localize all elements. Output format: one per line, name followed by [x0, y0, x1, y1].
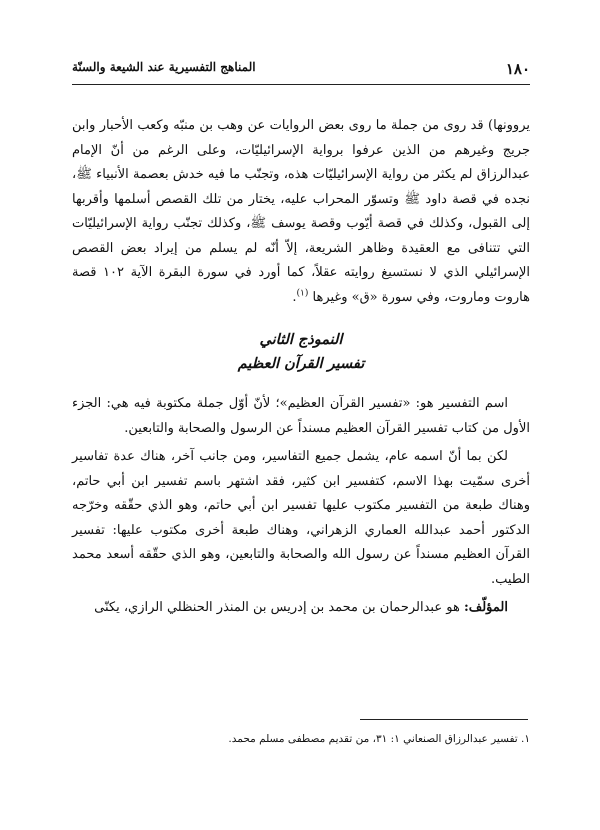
page-number: ١٨٠: [505, 60, 530, 78]
footnote-reference: (١): [296, 288, 309, 299]
paragraph-author: [72, 596, 530, 621]
page-body: [72, 114, 530, 621]
footnote-divider: [360, 719, 528, 720]
paragraph-3: لكن بما أنّ اسمه عام، يشمل جميع التفاسير، ومن جانب آخر، هناك عدة تفاسير أخرى سمّيت بهذا الاسم، كتفسير ابن كثير، فقد اشتهر باسم تفسير ابن أبي حاتم، وهناك طبعة من التفسير مكتوب عليها تفسير ابن أبي حاتم، وهو الذي حقّقه وخرّجه الدكتور أحمد عبدالله العماري الزهراني، وهناك طبعة أخرى مكتوب عليها: تفسير القرآن العظيم مسنداً عن رسول الله والصحابة والتابعين، وهو الذي حقّقه أسعد محمد الطيب.: [72, 449, 531, 587]
author-text: هو عبدالرحمان بن محمد بن إدريس بن المنذر الحنظلي الرازي، يكنّى: [94, 600, 460, 615]
paragraph-2: اسم التفسير هو: «تفسير القرآن العظيم»؛ لأنّ أوّل جملة مكتوبة فيه هي: الجزء الأول من كتاب تفسير القرآن العظيم مسنداً عن الرسول والصحابة والتابعين.: [72, 396, 530, 436]
page-header: [72, 58, 530, 82]
section-heading-model: النموذج الثاني: [259, 331, 343, 348]
footnote: ١. تفسير عبدالرزاق الصنعاني ١: ٣١، من تقديم مصطفى مسلم محمد.: [228, 733, 530, 745]
paragraph-1-text: يروونها) قد روى من جملة ما روى بعض الروايات عن وهب بن منبّه وكعب الأحبار وابن جريج وغيرهم من الذين عرفوا برواية الإسرائيليّات، وعلى الرغم من أنّ الإمام عبدالرزاق لم يكثر من رواية الإسرائيليّات هذه، وتجنّب ما فيه خدش بعصمة الأنبياء ﷺ، نجده في قصة داود ﷺ وتسوّر المحراب عليه، يختار من تلك القصص أسلمها وأقربها إلى القبول، وكذلك في قصة أيّوب وقصة يوسف ﷺ، وكذلك تجنّب رواية الإسرائيليّات التي تتنافى مع العقيدة وظاهر الشريعة، إلاّ أنّه لم يسلم من إيراد بعض القصص الإسرائيلي الذي لا نستسيغ روايته عقلاً، كما أورد في سورة البقرة الآية ١٠٢ قصة هاروت وماروت، وفي سورة «ق» وغيرها: [72, 118, 530, 305]
running-title: المناهج التفسيرية عند الشيعة والسنّة: [72, 60, 256, 74]
header-divider: [72, 84, 530, 85]
author-label: المؤلّف:: [463, 600, 508, 615]
paragraph-1: يروونها) قد روى من جملة ما روى بعض الروايات عن وهب بن منبّه وكعب الأحبار وابن جريج وغيرهم من الذين عرفوا برواية الإسرائيليّات، وعلى الرغم من أنّ الإمام عبدالرزاق لم يكثر من رواية الإسرائيليّات هذه، وتجنّب ما فيه خدش بعصمة الأنبياء ﷺ، نجده في قصة داود ﷺ وتسوّر المحراب عليه، يختار من تلك القصص أسلمها وأقربها إلى القبول، وكذلك في قصة أيّوب وقصة يوسف ﷺ، وكذلك تجنّب رواية الإسرائيليّات التي تتنافى مع العقيدة وظاهر الشريعة، إلاّ أنّه لم يسلم من إيراد بعض القصص الإسرائيلي الذي لا نستسيغ روايته عقلاً، كما أورد في سورة البقرة الآية ١٠٢ قصة هاروت وماروت، وفي سورة «ق» وغيرها $^{(١)}$.: [72, 118, 530, 305]
section-heading-title: تفسير القرآن العظيم: [237, 355, 365, 372]
